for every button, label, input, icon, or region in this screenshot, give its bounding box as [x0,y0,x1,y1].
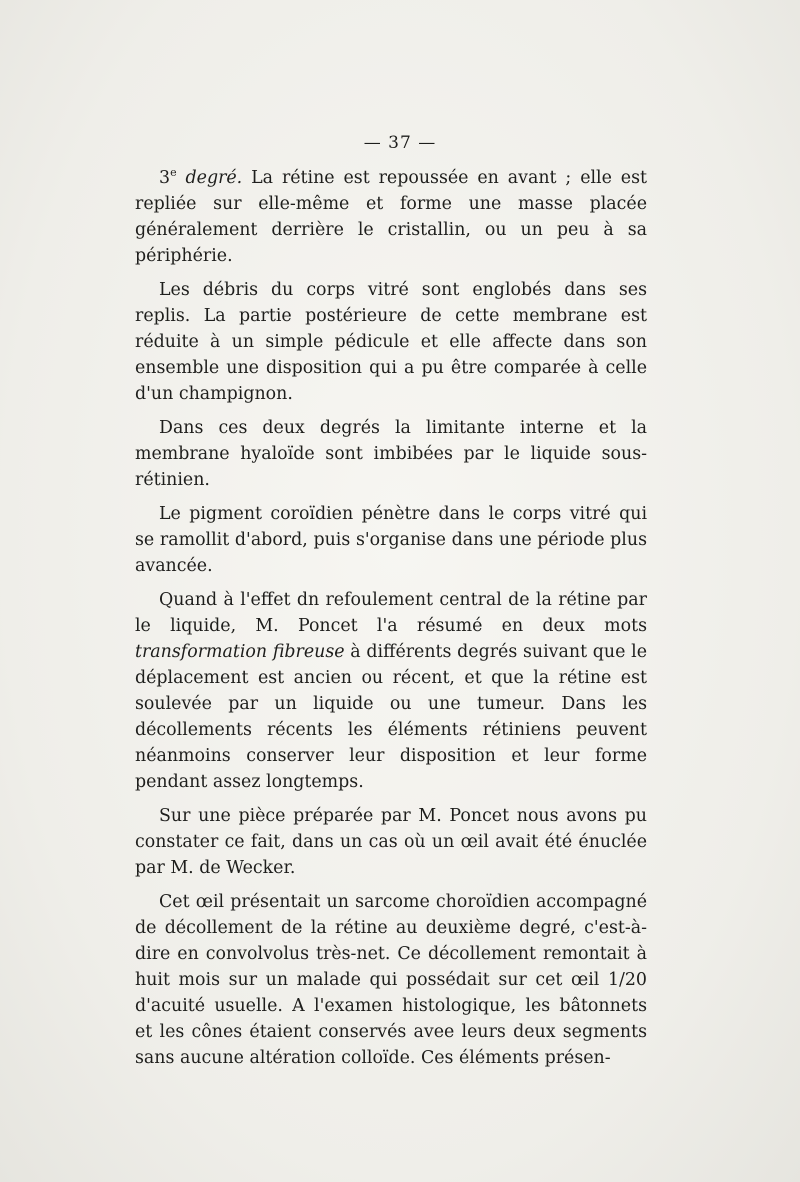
paragraph [135,501,647,579]
superscript: e [170,166,177,179]
paragraph [135,587,647,795]
text-segment: Quand à l'effet dn refoulement central de la rétine par le liquide, M. Poncet l'a résumé en deux mots [135,589,647,636]
text-segment: Cet œil présentait un sarcome choroïdien accompagné de décollement de la rétine au deuxième degré, c'est-à-dire en convolvolus très-net. Ce décollement remontait à huit mois sur un malade qui possédait sur cet œil 1/20 d'acuité usuelle. A l'examen histologique, les bâtonnets et les cônes étaient conservés avee leurs deux segments sans aucune altération colloïde. Ces éléments présen- [135,891,647,1068]
text-segment: à différents degrés suivant que le déplacement est ancien ou récent, et que la rétine est soulevée par un liquide ou une tumeur. Dans les décollements récents les éléments rétiniens peuvent néanmoins conserver leur disposition et leur forme pendant assez longtemps. [135,641,647,792]
italic-text: transformation fibreuse [135,641,345,662]
text-segment: La rétine est repoussée en avant ; elle est repliée sur elle-même et forme une masse placée généralement derrière le cristallin, ou un peu à sa périphérie. [135,167,648,266]
body-text [135,160,647,1071]
paragraph [135,160,647,269]
paragraph [135,415,647,493]
text-segment: Le pigment coroïdien pénètre dans le corps vitré qui se ramollit d'abord, puis s'organise dans une période plus avancée. [135,503,647,576]
paragraph [135,277,647,407]
italic-text: degré. [185,167,243,188]
page-number: — 37 — [363,133,437,153]
text-segment: Dans ces deux degrés la limitante interne et la membrane hyaloïde sont imbibées par le liquide sous-rétinien. [135,417,647,490]
text-segment [177,168,186,188]
text-segment: 3 [159,167,171,188]
text-segment: Les débris du corps vitré sont englobés dans ses replis. La partie postérieure de cette membrane est réduite à un simple pédicule et elle affecte dans son ensemble une disposition qui a pu être comparée à celle d'un champignon. [135,279,647,404]
text-segment: Sur une pièce préparée par M. Poncet nous avons pu constater ce fait, dans un cas où un œil avait été énuclée par M. de Wecker. [135,805,647,878]
paragraph [135,889,647,1071]
paragraph [135,803,647,881]
